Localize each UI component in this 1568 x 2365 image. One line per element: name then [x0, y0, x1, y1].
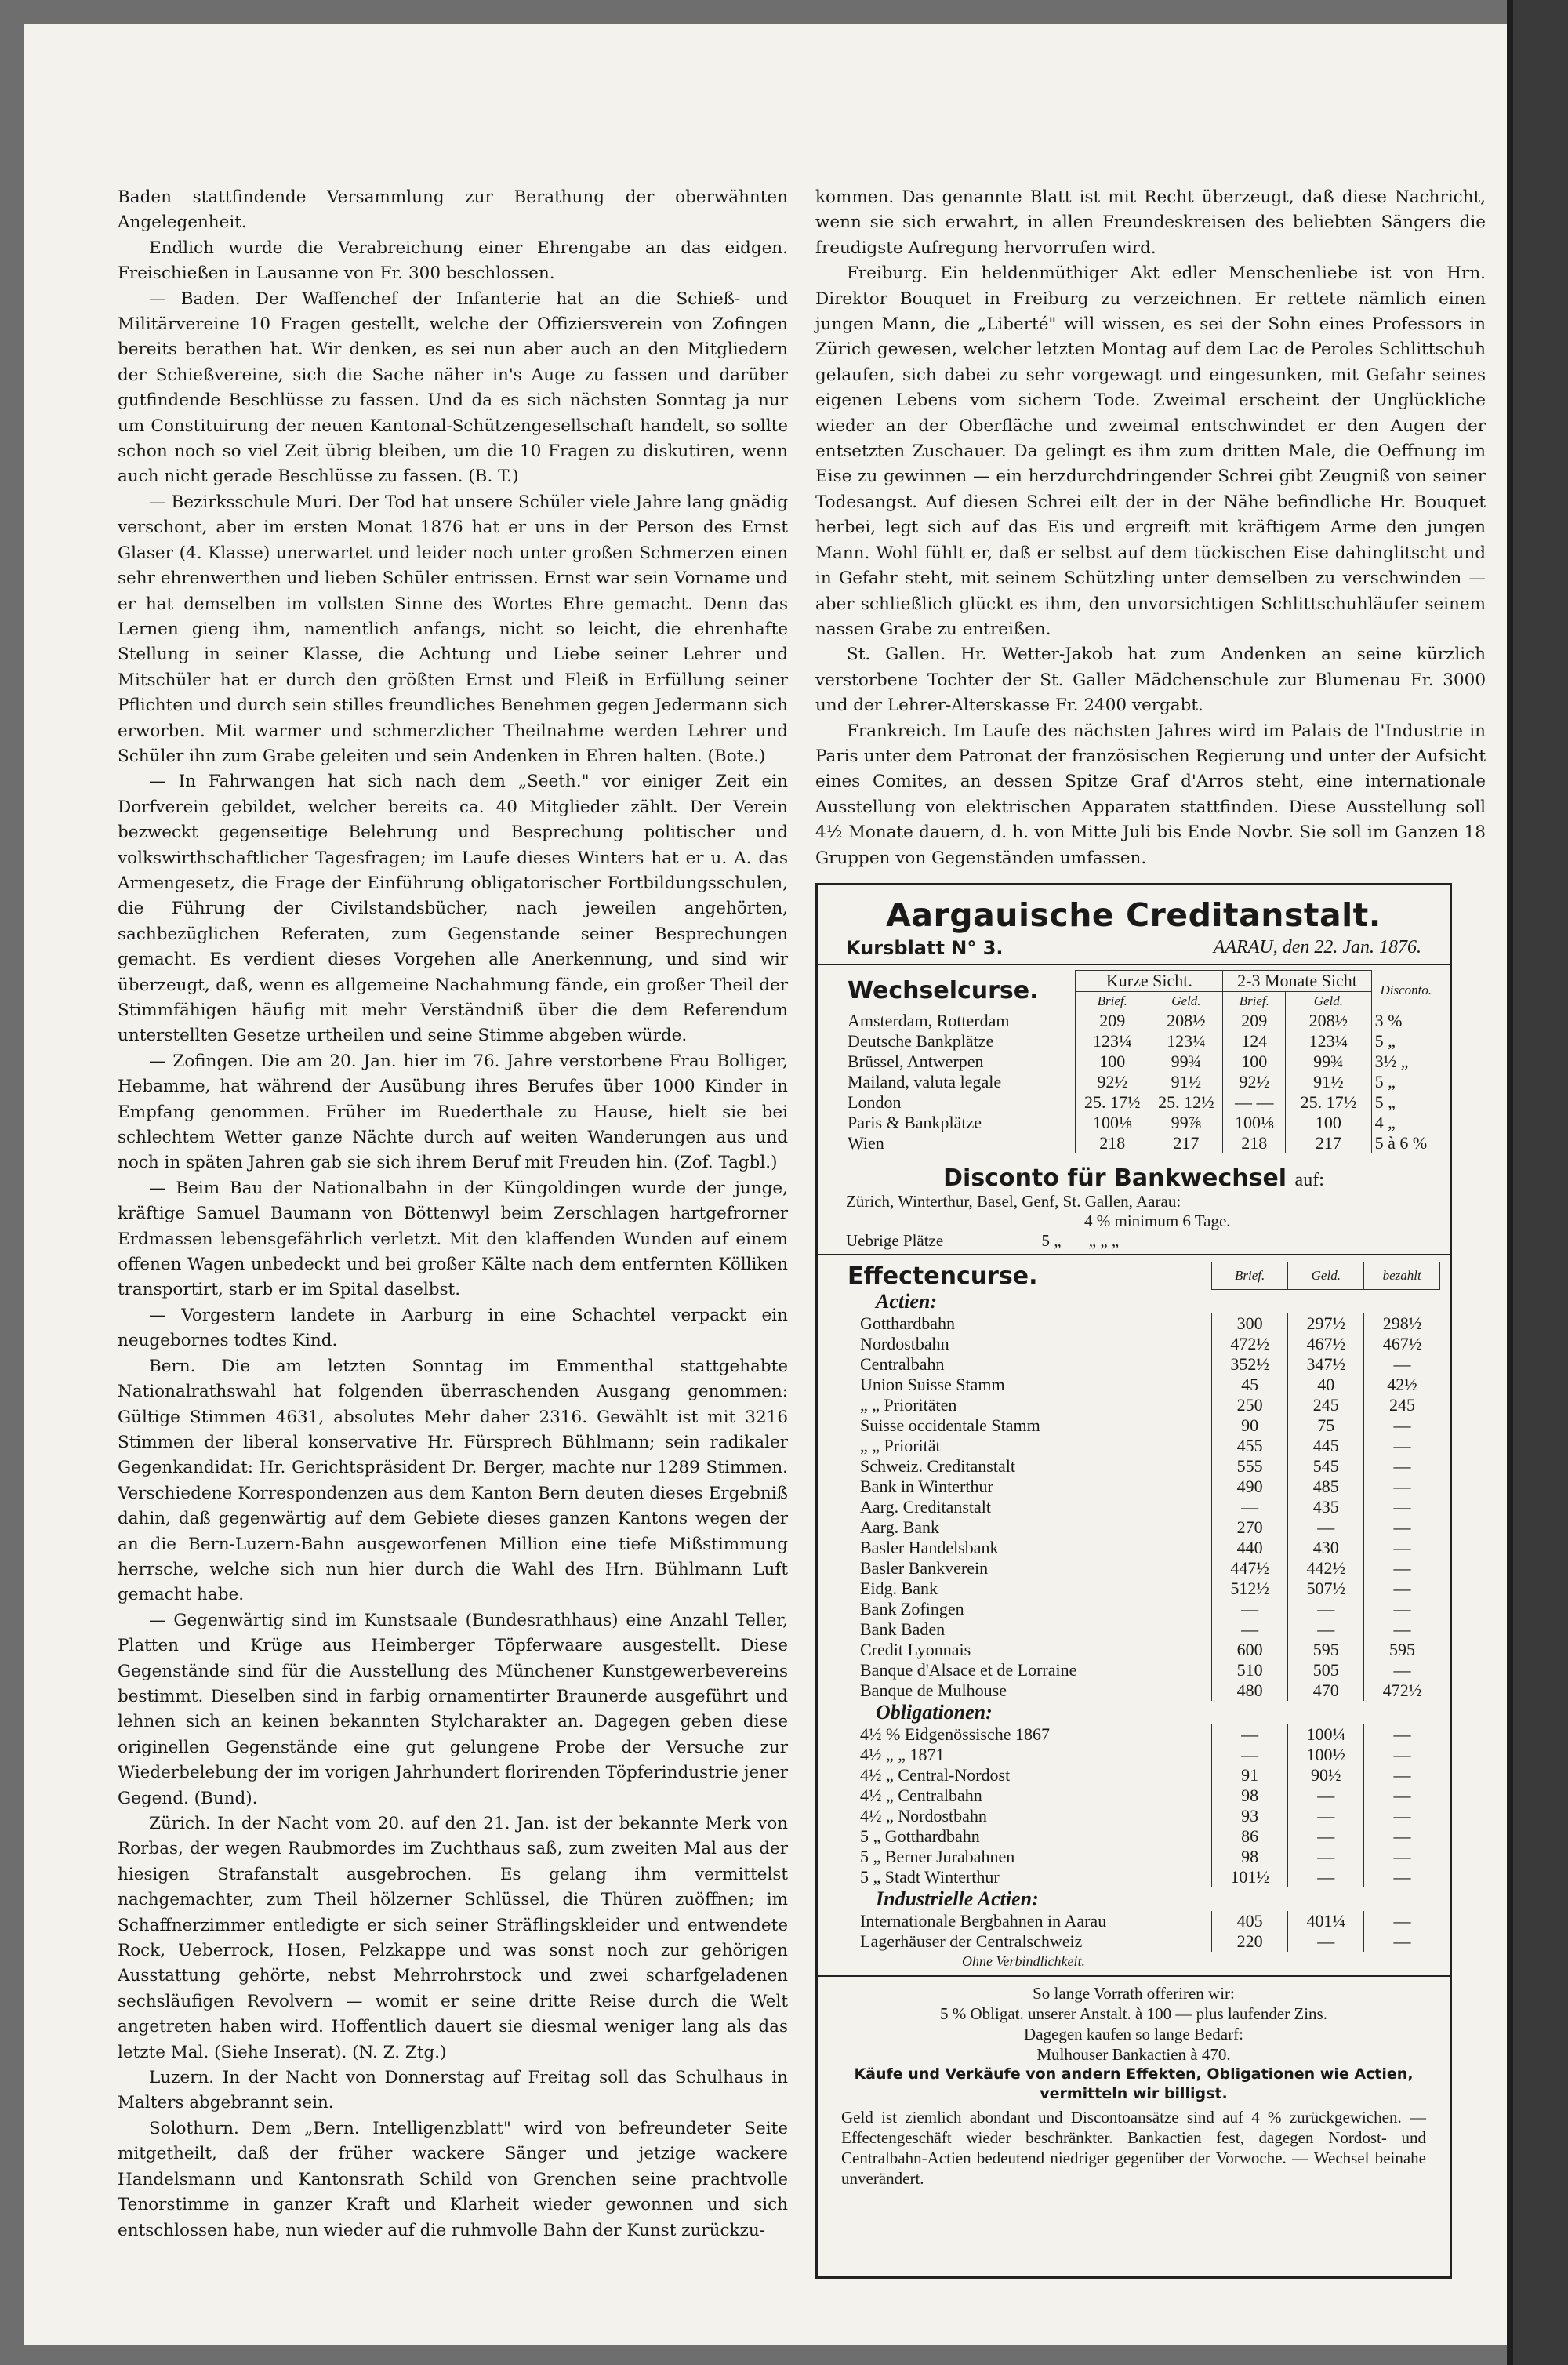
- price-value: 347½: [1288, 1354, 1364, 1375]
- price-value: —: [1288, 1826, 1364, 1847]
- price-value: —: [1212, 1619, 1288, 1640]
- price-value: 442½: [1288, 1558, 1364, 1578]
- rate-value: 25. 17½: [1076, 1092, 1149, 1113]
- price-value: 220: [1212, 1931, 1288, 1952]
- place-name: London: [848, 1092, 902, 1112]
- table-row: [844, 1867, 1440, 1887]
- rate-value: 100: [1076, 1052, 1149, 1072]
- table-row: [844, 1313, 1440, 1334]
- rate-value: 124: [1223, 1031, 1286, 1052]
- price-value: —: [1364, 1436, 1440, 1456]
- disconto-rate: 4 %: [1084, 1212, 1111, 1230]
- disconto-heading: [818, 1164, 1450, 1192]
- disconto-value: 5 à 6 %: [1371, 1133, 1440, 1153]
- price-value: 490: [1212, 1477, 1288, 1497]
- table-row: [844, 1911, 1440, 1931]
- price-value: —: [1364, 1806, 1440, 1826]
- price-value: —: [1364, 1745, 1440, 1765]
- disconto-uebrige-row: [818, 1231, 1450, 1255]
- price-value: —: [1288, 1931, 1364, 1952]
- price-value: 507½: [1288, 1578, 1364, 1599]
- security-name: „ „ Priorität: [860, 1436, 941, 1455]
- table-row: [844, 1477, 1440, 1497]
- table-row: [844, 1538, 1440, 1558]
- price-value: 435: [1288, 1497, 1364, 1517]
- price-value: 98: [1212, 1786, 1288, 1806]
- price-value: —: [1364, 1354, 1440, 1375]
- price-value: 595: [1364, 1640, 1440, 1660]
- price-value: 480: [1212, 1680, 1288, 1701]
- sub-brief: Brief.: [1223, 992, 1286, 1012]
- security-name: Aarg. Creditanstalt: [860, 1497, 991, 1517]
- price-value: 90½: [1288, 1765, 1364, 1786]
- table-row: [844, 1724, 1440, 1745]
- col-kurze-sicht: Kurze Sicht.: [1076, 971, 1223, 992]
- rate-value: 217: [1149, 1133, 1223, 1153]
- col-brief: Brief.: [1212, 1262, 1288, 1290]
- paragraph: Baden stattfindende Versammlung zur Berathung der oberwähnten Angelegenheit.: [118, 187, 788, 233]
- ohne-verbindlichkeit: Ohne Verbindlichkeit.: [962, 1953, 1085, 1969]
- disconto-value: 3½ „: [1371, 1052, 1440, 1072]
- rate-value: 218: [1223, 1133, 1286, 1153]
- price-value: —: [1364, 1619, 1440, 1640]
- effecten-heading: Effectencurse.: [848, 1262, 1038, 1290]
- price-value: —: [1364, 1847, 1440, 1867]
- security-name: Schweiz. Creditanstalt: [860, 1456, 1015, 1476]
- sub-brief: Brief.: [1076, 992, 1149, 1012]
- table-row: [844, 1011, 1440, 1031]
- price-value: 545: [1288, 1456, 1364, 1477]
- paragraph: Endlich wurde die Verabreichung einer Ehrengabe an das eidgen. Freischießen in Lausanne von Fr. 300 beschlossen.: [118, 238, 788, 284]
- note-mulhouse: Mulhouser Bankactien à 470.: [1036, 2045, 1231, 2064]
- price-value: 86: [1212, 1826, 1288, 1847]
- kursblatt-date: AARAU, den 22. Jan. 1876.: [1213, 937, 1421, 957]
- price-value: 472½: [1364, 1680, 1440, 1701]
- table-row: [844, 1599, 1440, 1619]
- paragraph: Freiburg. Ein heldenmüthiger Akt edler Menschenliebe ist von Hrn. Direktor Bouquet in Freiburg zu verzeichnen. Er rettete nämlich einen jungen Mann, die „Liberté" will wissen, es sei der Sohn eines Professors in Zürich gewesen, welcher letzten Montag auf dem Lac de Peroles Schlittschuh gelaufen, sich dabei zu sehr vorgewagt und eingesunken, mit Gefahr seines eigenen Lebens vom sichern Tode. Zweimal erscheint der Unglückliche wieder an der Oberfläche und zweimal entschwindet er den Augen der entsetzten Zuschauer. Da gelingt es ihm zum dritten Male, die Oeffnung im Eise zu gewinnen — ein herzdurchdringender Schrei gibt Zeugniß von seiner Todesangst. Auf diesen Schrei eilt der in der Nähe befindliche Hr. Bouquet herbei, legt sich auf das Eis und ergreift mit kräftigem Arme den jungen Mann. Wohl fühlt er, daß er selbst auf dem tückischen Eise dahinglitscht und in Gefahr steht, mit seinem Schützling unter demselben zu verschwinden — aber schließlich glückt es ihm, den unvorsichtigen Schlittschuhläufer seinem nassen Grabe zu entreißen.: [815, 263, 1486, 639]
- security-name: Bank Baden: [860, 1619, 946, 1639]
- price-value: —: [1288, 1786, 1364, 1806]
- price-value: —: [1364, 1724, 1440, 1745]
- paragraph: — Baden. Der Waffenchef der Infanterie hat an die Schieß- und Militärvereine 10 Fragen gestellt, welche der Offiziersverein von Zofingen bereits berathen hat. Wir denken, es sei nun aber auch an den Mitgliedern der Schießvereine, sich die Sache näher in's Auge zu fassen und darüber gutfindende Beschlüsse zu fassen. Und da es sich nächsten Sonntag ja nur um Constituirung der neuen Kantonal-Schützengesellschaft handelt, so sollte schon noch so viel Zeit übrig bleiben, um die 10 Fragen zu diskutiren, wenn auch nicht gerade Beschlüsse zu fassen. (B. T.): [118, 289, 788, 487]
- price-value: 93: [1212, 1806, 1288, 1826]
- place-name: Brüssel, Antwerpen: [848, 1052, 984, 1071]
- price-value: 297½: [1288, 1313, 1364, 1334]
- price-value: 467½: [1288, 1334, 1364, 1354]
- rate-value: 209: [1076, 1011, 1149, 1031]
- security-name: 4½ „ Central-Nordost: [860, 1765, 1011, 1785]
- price-value: 300: [1212, 1313, 1288, 1334]
- actien-heading: Actien:: [876, 1290, 937, 1313]
- rate-value: 100⅛: [1076, 1113, 1149, 1133]
- price-value: 98: [1212, 1847, 1288, 1867]
- price-value: —: [1364, 1456, 1440, 1477]
- table-row: [844, 1497, 1440, 1517]
- table-row: [844, 1031, 1440, 1052]
- price-value: —: [1364, 1867, 1440, 1887]
- price-value: —: [1364, 1538, 1440, 1558]
- table-row: [844, 1660, 1440, 1680]
- col-bezahlt: bezahlt: [1364, 1262, 1440, 1290]
- place-name: Paris & Bankplätze: [848, 1113, 982, 1132]
- security-name: Centralbahn: [860, 1354, 945, 1374]
- price-value: 440: [1212, 1538, 1288, 1558]
- security-name: Suisse occidentale Stamm: [860, 1415, 1040, 1435]
- table-row: [844, 1619, 1440, 1640]
- security-name: 4½ „ Nordostbahn: [860, 1806, 987, 1826]
- price-value: 401¼: [1288, 1911, 1364, 1931]
- note-oblig: 5 % Obligat. unserer Anstalt. à 100 — plus laufender Zins.: [940, 2004, 1327, 2023]
- rate-value: 208½: [1149, 1011, 1223, 1031]
- rate-value: 100⅛: [1223, 1113, 1286, 1133]
- rate-value: 123¼: [1149, 1031, 1223, 1052]
- price-value: —: [1364, 1786, 1440, 1806]
- security-name: Basler Bankverein: [860, 1558, 989, 1578]
- rate-value: 100: [1223, 1052, 1286, 1072]
- rate-value: 91½: [1149, 1072, 1223, 1092]
- price-value: 42½: [1364, 1375, 1440, 1395]
- table-row: [844, 1092, 1440, 1113]
- price-value: 595: [1288, 1640, 1364, 1660]
- price-value: 40: [1288, 1375, 1364, 1395]
- table-row: [844, 1415, 1440, 1436]
- table-row: [844, 1826, 1440, 1847]
- security-name: 5 „ Stadt Winterthur: [860, 1867, 1000, 1887]
- bank-advertisement: [815, 883, 1452, 2279]
- kursblatt-row: [818, 937, 1450, 965]
- place-name: Wien: [848, 1133, 884, 1153]
- security-name: 5 „ Berner Jurabahnen: [860, 1847, 1015, 1866]
- security-name: Gotthardbahn: [860, 1313, 955, 1333]
- ad-notes: [818, 1975, 1450, 2189]
- page-shadow: [1507, 0, 1513, 2365]
- rate-value: — —: [1223, 1092, 1286, 1113]
- security-name: Bank in Winterthur: [860, 1477, 993, 1496]
- disconto-rate-row: [818, 1212, 1450, 1231]
- rate-value: 100: [1286, 1113, 1372, 1133]
- table-row: [844, 1456, 1440, 1477]
- price-value: 352½: [1212, 1354, 1288, 1375]
- paragraph: Luzern. In der Nacht von Donnerstag auf Freitag soll das Schulhaus in Malters abgebrannt sein.: [118, 2068, 788, 2113]
- rate-value: 123¼: [1286, 1031, 1372, 1052]
- sub-geld: Geld.: [1149, 992, 1223, 1012]
- rate-value: 25. 12½: [1149, 1092, 1223, 1113]
- disconto-value: 4 „: [1371, 1113, 1440, 1133]
- security-name: 5 „ Gotthardbahn: [860, 1826, 980, 1846]
- obligationen-heading: Obligationen:: [876, 1701, 993, 1724]
- disconto-places: Zürich, Winterthur, Basel, Genf, St. Gallen, Aarau:: [846, 1192, 1181, 1211]
- disconto-value: 3 %: [1371, 1011, 1440, 1031]
- table-row: [844, 1517, 1440, 1538]
- table-row: [844, 1334, 1440, 1354]
- price-value: —: [1364, 1497, 1440, 1517]
- security-name: Aarg. Bank: [860, 1517, 940, 1537]
- price-value: 445: [1288, 1436, 1364, 1456]
- security-name: 4½ % Eidgenössische 1867: [860, 1724, 1050, 1744]
- price-value: —: [1212, 1745, 1288, 1765]
- table-row: [844, 1436, 1440, 1456]
- left-column: [118, 185, 788, 2243]
- table-row: [844, 1395, 1440, 1415]
- price-value: 472½: [1212, 1334, 1288, 1354]
- paragraph: — Gegenwärtig sind im Kunstsaale (Bundesrathhaus) eine Anzahl Teller, Platten und Krüge aus Heimberger Töpferwaare ausgestellt. Diese Gegenstände sind für die Ausstellung des Münchener Kunstgewerbevereins bestimmt. Dieselben sind in farbig ornamentirter Braunerde ausgeführt und lehnen sich an keinen bekannten Stylcharakter an. Dagegen geben diese originellen Gegenstände eine gut gelungene Probe der Versuche zur Wiederbelebung der im vorigen Jahrhundert florirenden Töpferindustrie jener Gegend. (Bund).: [118, 1610, 788, 1808]
- table-row: [844, 1765, 1440, 1786]
- price-value: —: [1364, 1558, 1440, 1578]
- note-offer: So lange Vorrath offeriren wir:: [1033, 1984, 1235, 2003]
- price-value: 455: [1212, 1436, 1288, 1456]
- price-value: —: [1364, 1477, 1440, 1497]
- paragraph: Frankreich. Im Laufe des nächsten Jahres wird im Palais de l'Industrie in Paris unter dem Patronat der französischen Regierung und unter der Aufsicht eines Comites, an dessen Spitze Graf d'Arros steht, eine internationale Ausstellung von elektrischen Apparaten stattfinden. Diese Ausstellung soll 4½ Monate dauern, d. h. von Mitte Juli bis Ende Novbr. Sie soll im Ganzen 18 Gruppen von Gegenständen umfassen.: [815, 721, 1486, 868]
- paragraph: — Zofingen. Die am 20. Jan. hier im 76. Jahre verstorbene Frau Bolliger, Hebamme, hat während der Ausübung ihres Berufes über 1000 Kinder in Empfang genommen. Früher im Ruederthale zu Hause, hielt sie bei schlechtem Wetter ganze Nächte durch auf weiten Wanderungen aus und noch in späten Jahren gab sie sich ihrem Beruf mit Freuden hin. (Zof. Tagbl.): [118, 1051, 788, 1173]
- price-value: 467½: [1364, 1334, 1440, 1354]
- kursblatt-number: Kursblatt N° 3.: [846, 937, 1004, 959]
- place-name: Deutsche Bankplätze: [848, 1031, 994, 1051]
- paragraph: St. Gallen. Hr. Wetter-Jakob hat zum Andenken an seine kürzlich verstorbene Tochter der St. Galler Mädchenschule zur Blumenau Fr. 3000 und der Lehrer-Alterskasse Fr. 2400 vergabt.: [815, 645, 1486, 716]
- security-name: 4½ „ Centralbahn: [860, 1786, 982, 1805]
- rate-value: 99¾: [1286, 1052, 1372, 1072]
- price-value: —: [1288, 1599, 1364, 1619]
- security-name: Union Suisse Stamm: [860, 1375, 1005, 1394]
- price-value: 505: [1288, 1660, 1364, 1680]
- table-row: [844, 1786, 1440, 1806]
- price-value: 510: [1212, 1660, 1288, 1680]
- price-value: 470: [1288, 1680, 1364, 1701]
- price-value: 270: [1212, 1517, 1288, 1538]
- rate-value: 208½: [1286, 1011, 1372, 1031]
- price-value: —: [1364, 1660, 1440, 1680]
- table-row: [844, 1640, 1440, 1660]
- price-value: —: [1212, 1724, 1288, 1745]
- price-value: 100½: [1288, 1745, 1364, 1765]
- price-value: —: [1288, 1847, 1364, 1867]
- sub-geld: Geld.: [1286, 992, 1372, 1012]
- price-value: 512½: [1212, 1578, 1288, 1599]
- security-name: Banque de Mulhouse: [860, 1680, 1007, 1700]
- paragraph: kommen. Das genannte Blatt ist mit Recht überzeugt, daß diese Nachricht, wenn sie sich erwahrt, in allen Freundeskreisen des beliebten Sängers die freudigste Aufregung hervorrufen wird.: [815, 187, 1486, 258]
- disconto-value: 5 „: [1371, 1072, 1440, 1092]
- wechsel-heading: Wechselcurse.: [848, 976, 1039, 1004]
- price-value: 245: [1288, 1395, 1364, 1415]
- rate-value: 99⅞: [1149, 1113, 1223, 1133]
- note-market: Geld ist ziemlich abondant und Discontoansätze sind auf 4 % zurückgewichen. — Effectengeschäft wieder beschränkter. Bankactien fest, dagegen Nordost- und Centralbahn-Actien bedeutend niedriger gegenüber der Vorwoche. — Wechsel beinahe unverändert.: [841, 2108, 1426, 2188]
- uebrige-rate: 5 „: [1041, 1231, 1062, 1250]
- table-row: [844, 1072, 1440, 1092]
- security-name: 4½ „ „ 1871: [860, 1745, 945, 1764]
- table-row: [844, 1052, 1440, 1072]
- price-value: 405: [1212, 1911, 1288, 1931]
- disconto-value: 5 „: [1371, 1092, 1440, 1113]
- price-value: 600: [1212, 1640, 1288, 1660]
- price-value: 100¼: [1288, 1724, 1364, 1745]
- price-value: 485: [1288, 1477, 1364, 1497]
- security-name: Internationale Bergbahnen in Aarau: [860, 1911, 1107, 1931]
- disconto-minimum: minimum 6 Tage.: [1114, 1212, 1231, 1230]
- security-name: Lagerhäuser der Centralschweiz: [860, 1931, 1083, 1951]
- note-buy: Dagegen kaufen so lange Bedarf:: [1024, 2025, 1243, 2043]
- rate-value: 91½: [1286, 1072, 1372, 1092]
- security-name: Bank Zofingen: [860, 1599, 964, 1618]
- paragraph: — Vorgestern landete in Aarburg in eine Schachtel verpackt ein neugebornes todtes Kind.: [118, 1305, 788, 1351]
- rate-value: 209: [1223, 1011, 1286, 1031]
- rate-value: 99¾: [1149, 1052, 1223, 1072]
- paragraph: — Bezirksschule Muri. Der Tod hat unsere Schüler viele Jahre lang gnädig verschont, aber im ersten Monat 1876 hat er uns in der Person des Ernst Glaser (4. Klasse) unerwartet und leider noch unter großen Schmerzen einen sehr ehrenwerthen und lieben Schüler entrissen. Ernst war sein Vorname und er hat demselben im vollsten Sinne des Wortes Ehre gemacht. Denn das Lernen gieng ihm, namentlich anfangs, nicht so leicht, die ehrenhafte Stellung in seiner Klasse, die Achtung und Liebe seiner Lehrer und Mitschüler hat er durch den größten Ernst und Fleiß in Erfüllung seiner Pflichten und durch sein stilles freundliches Benehmen gegen Jedermann sich erworben. Mit warmer und schmerzlicher Theilnahme werden Lehrer und Schüler ihn zum Grabe geleiten und sein Andenken in Ehren halten. (Bote.): [118, 492, 788, 766]
- price-value: —: [1364, 1415, 1440, 1436]
- table-row: [844, 1558, 1440, 1578]
- table-row: [844, 1354, 1440, 1375]
- table-row: [844, 1745, 1440, 1765]
- price-value: —: [1364, 1826, 1440, 1847]
- rate-value: 25. 17½: [1286, 1092, 1372, 1113]
- table-row: [844, 1113, 1440, 1133]
- paragraph: — Beim Bau der Nationalbahn in der Küngoldingen wurde der junge, kräftige Samuel Baumann von Böttenwyl beim Zerschlagen hartgefrorner Erdmassen lebensgefährlich verletzt. Mit den klaffenden Wunden auf einem offenen Wagen unbedeckt und bei großer Kälte nach dem entfernten Kölliken transportirt, starb er im Spital daselbst.: [118, 1178, 788, 1300]
- col-geld: Geld.: [1288, 1262, 1364, 1290]
- price-value: —: [1364, 1911, 1440, 1931]
- price-value: 250: [1212, 1395, 1288, 1415]
- table-row: [844, 1847, 1440, 1867]
- uebrige-label: Uebrige Plätze: [846, 1231, 944, 1250]
- price-value: 91: [1212, 1765, 1288, 1786]
- rate-value: 92½: [1076, 1072, 1149, 1092]
- price-value: 245: [1364, 1395, 1440, 1415]
- price-value: —: [1288, 1619, 1364, 1640]
- disconto-title: Disconto für Bankwechsel: [943, 1164, 1287, 1192]
- price-value: —: [1288, 1867, 1364, 1887]
- security-name: Banque d'Alsace et de Lorraine: [860, 1660, 1077, 1680]
- price-value: —: [1212, 1497, 1288, 1517]
- table-row: [844, 1133, 1440, 1153]
- table-row: [844, 1806, 1440, 1826]
- price-value: —: [1364, 1578, 1440, 1599]
- price-value: 555: [1212, 1456, 1288, 1477]
- price-value: —: [1364, 1765, 1440, 1786]
- price-value: —: [1364, 1517, 1440, 1538]
- right-column: [815, 185, 1486, 871]
- table-row: [844, 1375, 1440, 1395]
- price-value: —: [1288, 1806, 1364, 1826]
- effecten-table: [844, 1262, 1440, 1971]
- disconto-value: 5 „: [1371, 1031, 1440, 1052]
- price-value: —: [1364, 1931, 1440, 1952]
- table-row: [844, 1680, 1440, 1701]
- ad-title: Aargauische Creditanstalt.: [886, 896, 1381, 934]
- price-value: —: [1288, 1517, 1364, 1538]
- table-row: [844, 1578, 1440, 1599]
- price-value: 430: [1288, 1538, 1364, 1558]
- paragraph: — In Fahrwangen hat sich nach dem „Seeth." vor einiger Zeit ein Dorfverein gebildet, welcher bereits ca. 40 Mitglieder zählt. Der Verein bezweckt gegenseitige Belehrung und Besprechung politischer und volkswirthschaftlicher Tagesfragen; im Laufe dieses Winters hat er u. A. das Armengesetz, die Frage der Einführung obligatorischer Fortbildungsschulen, die Führung der Civilstandsbücher, nach jeweilen angehörten, sachbezüglichen Referaten, zum Gegenstande seiner Besprechungen gemacht. Es verdient dieses Vorgehen alle Anerkennung, und sind wir überzeugt, daß, wenn es allgemeine Nachahmung fände, ein großer Theil der Stimmfähigen häufig mit mehr Verständniß über die dem Referendum unterstellten Gesetze urtheilen und seine Stimme abgeben würde.: [118, 772, 788, 1046]
- price-value: 75: [1288, 1415, 1364, 1436]
- paragraph: Zürich. In der Nacht vom 20. auf den 21. Jan. ist der bekannte Merk von Rorbas, der wegen Raubmordes im Zuchthaus saß, zum zweiten Mal aus der hiesigen Strafanstalt ausgebrochen. Es gelang ihm vermittelst nachgemachter, zum Theil hölzerner Schlüssel, die Thüren zuöffnen; im Schaffnerzimmer entledigte er sich seiner Sträflingskleider und entwendete Rock, Ueberrock, Hosen, Pelzkappe und was sonst noch zur gehörigen Ausstattung gehörte, nebst Mehrrohrstock und zwei scharfgeladenen sechsläufigen Revolvern — womit er seine dritte Reise durch die Welt angetreten haben wird. Hoffentlich dauert sie diesmal weniger lang als das letzte Mal. (Siehe Inserat). (N. Z. Ztg.): [118, 1814, 788, 2062]
- price-value: —: [1364, 1599, 1440, 1619]
- rate-value: 217: [1286, 1133, 1372, 1153]
- uebrige-ditto: „ „ „: [1088, 1231, 1120, 1250]
- security-name: Credit Lyonnais: [860, 1640, 971, 1659]
- price-value: 101½: [1212, 1867, 1288, 1887]
- industrielle-heading: Industrielle Actien:: [876, 1887, 1039, 1910]
- rate-value: 123¼: [1076, 1031, 1149, 1052]
- price-value: 298½: [1364, 1313, 1440, 1334]
- scan-border: [1513, 0, 1568, 2365]
- rate-value: 218: [1076, 1133, 1149, 1153]
- paragraph: Bern. Die am letzten Sonntag im Emmenthal stattgehabte Nationalrathswahl hat folgenden überraschenden Ausgang genommen: Gültige Stimmen 4631, absolutes Mehr daher 2316. Gewählt ist mit 3216 Stimmen der liberal konservative Hr. Fürsprech Bühlmann; sein radikaler Gegenkandidat: Hr. Gerichtspräsident Dr. Berger, machte nur 1289 Stimmen. Verschiedene Korrespondenzen aus dem Kanton Bern deuten dieses Ergebniß dahin, daß gegenwärtig auf dem Gebiete dieses ganzen Kantons wegen der an die Bern-Luzern-Bahn ausgeworfenen Million eine tiefe Mißstimmung herrsche, welche sich nun hier durch die Wahl des Hrn. Bühlmann Luft gemacht habe.: [118, 1356, 788, 1605]
- note-kaeufe: Käufe und Verkäufe von andern Effekten, Obligationen wie Actien,: [854, 2065, 1414, 2083]
- security-name: „ „ Prioritäten: [860, 1395, 957, 1415]
- col-monate-sicht: 2-3 Monate Sicht: [1223, 971, 1371, 992]
- place-name: Amsterdam, Rotterdam: [848, 1011, 1010, 1030]
- disconto-auf: auf:: [1294, 1170, 1324, 1190]
- place-name: Mailand, valuta legale: [848, 1072, 1002, 1092]
- price-value: —: [1212, 1599, 1288, 1619]
- price-value: 90: [1212, 1415, 1288, 1436]
- price-value: 447½: [1212, 1558, 1288, 1578]
- security-name: Nordostbahn: [860, 1334, 949, 1353]
- col-disconto: Disconto.: [1380, 983, 1432, 998]
- note-vermitteln: vermitteln wir billigst.: [1040, 2085, 1228, 2102]
- rate-value: 92½: [1223, 1072, 1286, 1092]
- wechsel-table: [844, 970, 1440, 1153]
- paragraph: Solothurn. Dem „Bern. Intelligenzblatt" wird von befreundeter Seite mitgetheilt, daß der früher wackere Sänger und jetzige wackere Handelsmann und Kantonsrath Schild von Grenchen seine prachtvolle Tenorstimme in ganzer Kraft und Klarheit wieder gewonnen und sich entschlossen habe, nun wieder auf die ruhmvolle Bahn der Kunst zurückzu-: [118, 2118, 788, 2240]
- security-name: Eidg. Bank: [860, 1578, 938, 1598]
- table-row: [844, 1931, 1440, 1952]
- security-name: Basler Handelsbank: [860, 1538, 999, 1557]
- price-value: 45: [1212, 1375, 1288, 1395]
